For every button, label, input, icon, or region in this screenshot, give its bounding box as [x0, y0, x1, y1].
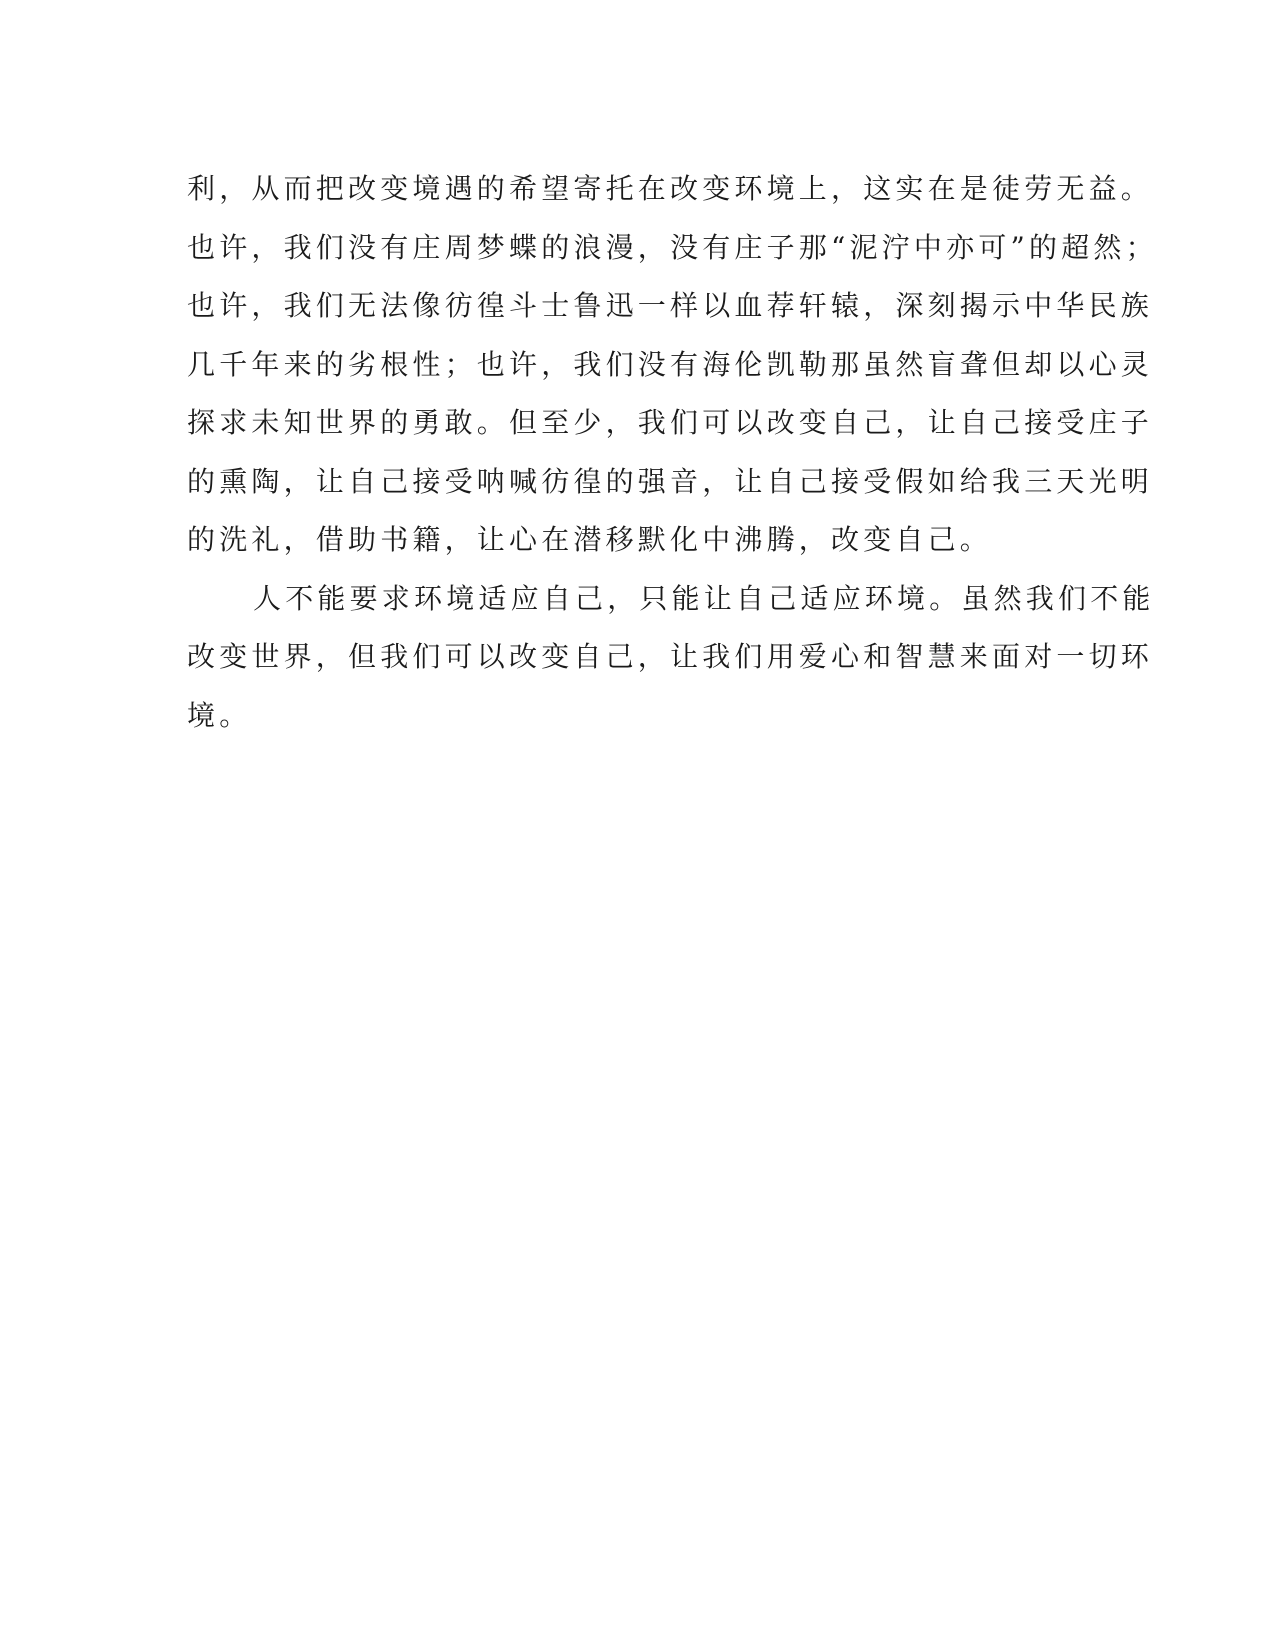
paragraph-line: 也许，我们没有庄周梦蝶的浪漫，没有庄子那“泥泞中亦可”的超然； — [187, 230, 1158, 264]
paragraph-line: 境。 — [187, 698, 252, 732]
paragraph-line: 几千年来的劣根性；也许，我们没有海伦凯勒那虽然盲聋但却以心灵 — [187, 347, 1154, 381]
paragraph-2 — [187, 570, 1155, 746]
paragraph-line: 的洗礼，借助书籍，让心在潜移默化中沸腾，改变自己。 — [187, 523, 993, 556]
paragraph-line: 探求未知世界的勇敢。但至少，我们可以改变自己，让自己接受庄子 — [187, 406, 1154, 439]
paragraph-line: 利，从而把改变境遇的希望寄托在改变环境上，这实在是徒劳无益。 — [187, 172, 1154, 205]
paragraph-line: 人不能要求环境适应自己，只能让自己适应环境。虽然我们不能 — [253, 581, 1155, 615]
document-body — [187, 160, 1158, 745]
paragraph-line: 改变世界，但我们可以改变自己，让我们用爱心和智慧来面对一切环 — [187, 640, 1154, 673]
paragraph-line: 的熏陶，让自己接受呐喊彷徨的强音，让自己接受假如给我三天光明 — [187, 464, 1154, 498]
paragraph-1 — [187, 160, 1158, 570]
paragraph-line: 也许，我们无法像彷徨斗士鲁迅一样以血荐轩辕，深刻揭示中华民族 — [187, 289, 1154, 322]
